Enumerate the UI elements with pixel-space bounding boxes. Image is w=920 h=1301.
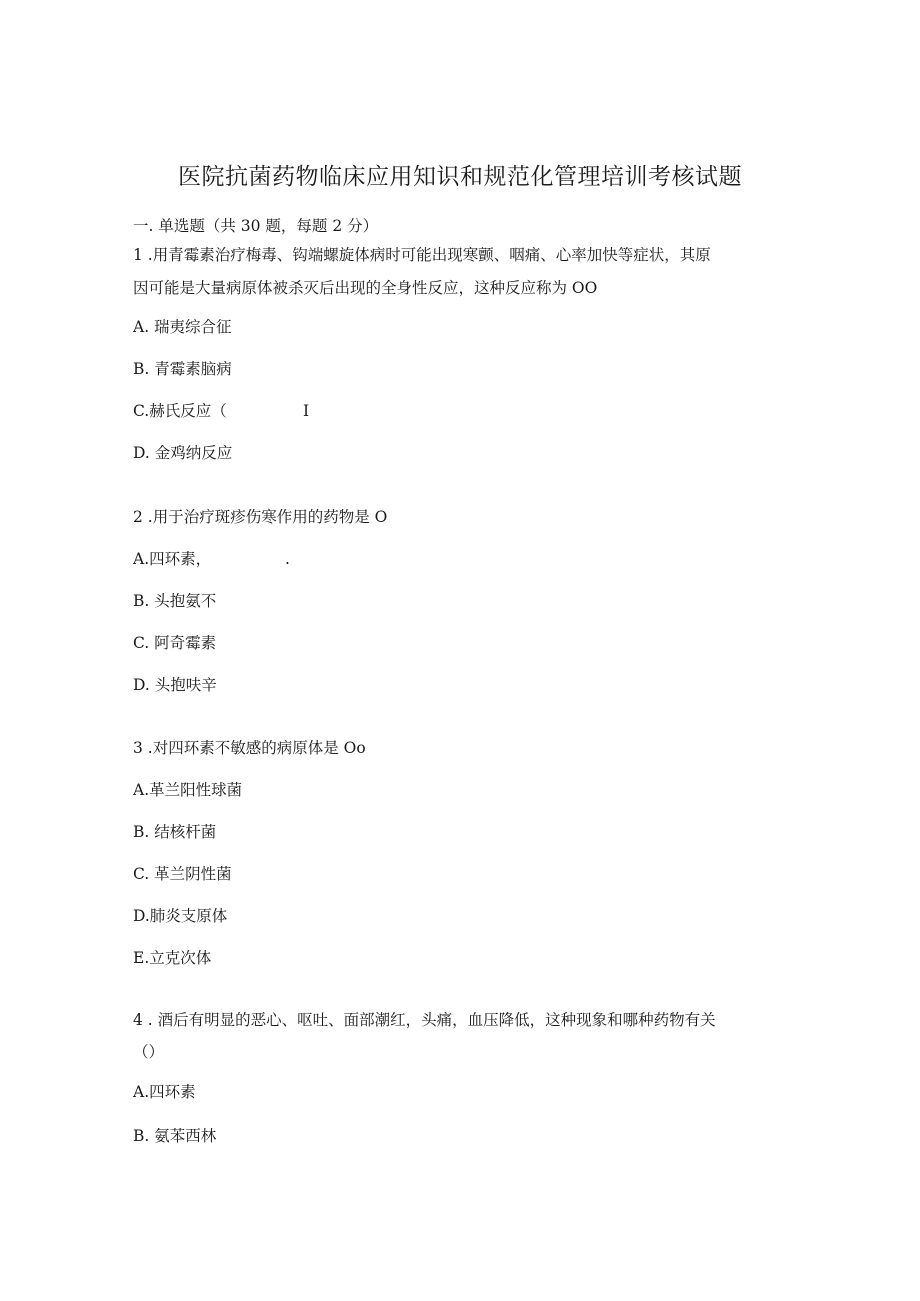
question-1-stem-line-1: 1 .用青霉素治疗梅毒、钩端螺旋体病时可能出现寒颤、咽痛、心率加快等症状，其原 (133, 246, 711, 264)
question-2-stray-mark: . (285, 550, 290, 568)
question-1-option-b: B. 青霉素脑病 (133, 360, 232, 378)
question-1-option-a: A. 瑞夷综合征 (133, 318, 232, 336)
question-2-option-c: C. 阿奇霉素 (133, 634, 217, 652)
question-1-option-d: D. 金鸡纳反应 (133, 444, 233, 462)
question-1-stem-line-2: 因可能是大量病原体被杀灭后出现的全身性反应，这种反应称为 OO (133, 279, 598, 297)
question-2-option-d: D. 头抱呋辛 (133, 676, 217, 694)
question-3-option-e: E.立克次体 (133, 949, 212, 967)
question-2-option-b: B. 头抱氨不 (133, 592, 217, 610)
question-4-stem-line-1: 4 . 酒后有明显的恶心、呕吐、面部潮红，头痛，血压降低，这种现象和哪种药物有关 (133, 1011, 716, 1029)
question-3-stem: 3 .对四环素不敏感的病原体是 Oo (133, 739, 366, 757)
question-3-option-a: A.革兰阳性球菌 (133, 781, 243, 799)
question-1-stray-mark: I (303, 402, 310, 420)
question-4-option-a: A.四环素 (133, 1083, 196, 1101)
question-3-option-d: D.肺炎支原体 (133, 907, 228, 925)
question-4-option-b: B. 氨苯西林 (133, 1127, 217, 1145)
question-2-option-a: A.四环素， (133, 550, 212, 568)
question-2-stem: 2 .用于治疗斑疹伤寒作用的药物是 O (133, 508, 388, 526)
question-4-stem-line-2: （） (133, 1043, 165, 1061)
page-title: 医院抗菌药物临床应用知识和规范化管理培训考核试题 (178, 164, 742, 190)
question-1-option-c: C.赫氏反应（ (133, 402, 227, 420)
question-3-option-c: C. 革兰阴性菌 (133, 865, 232, 883)
section-heading: 一. 单选题（共 30 题，每题 2 分） (133, 217, 379, 235)
question-3-option-b: B. 结核杆菌 (133, 823, 217, 841)
